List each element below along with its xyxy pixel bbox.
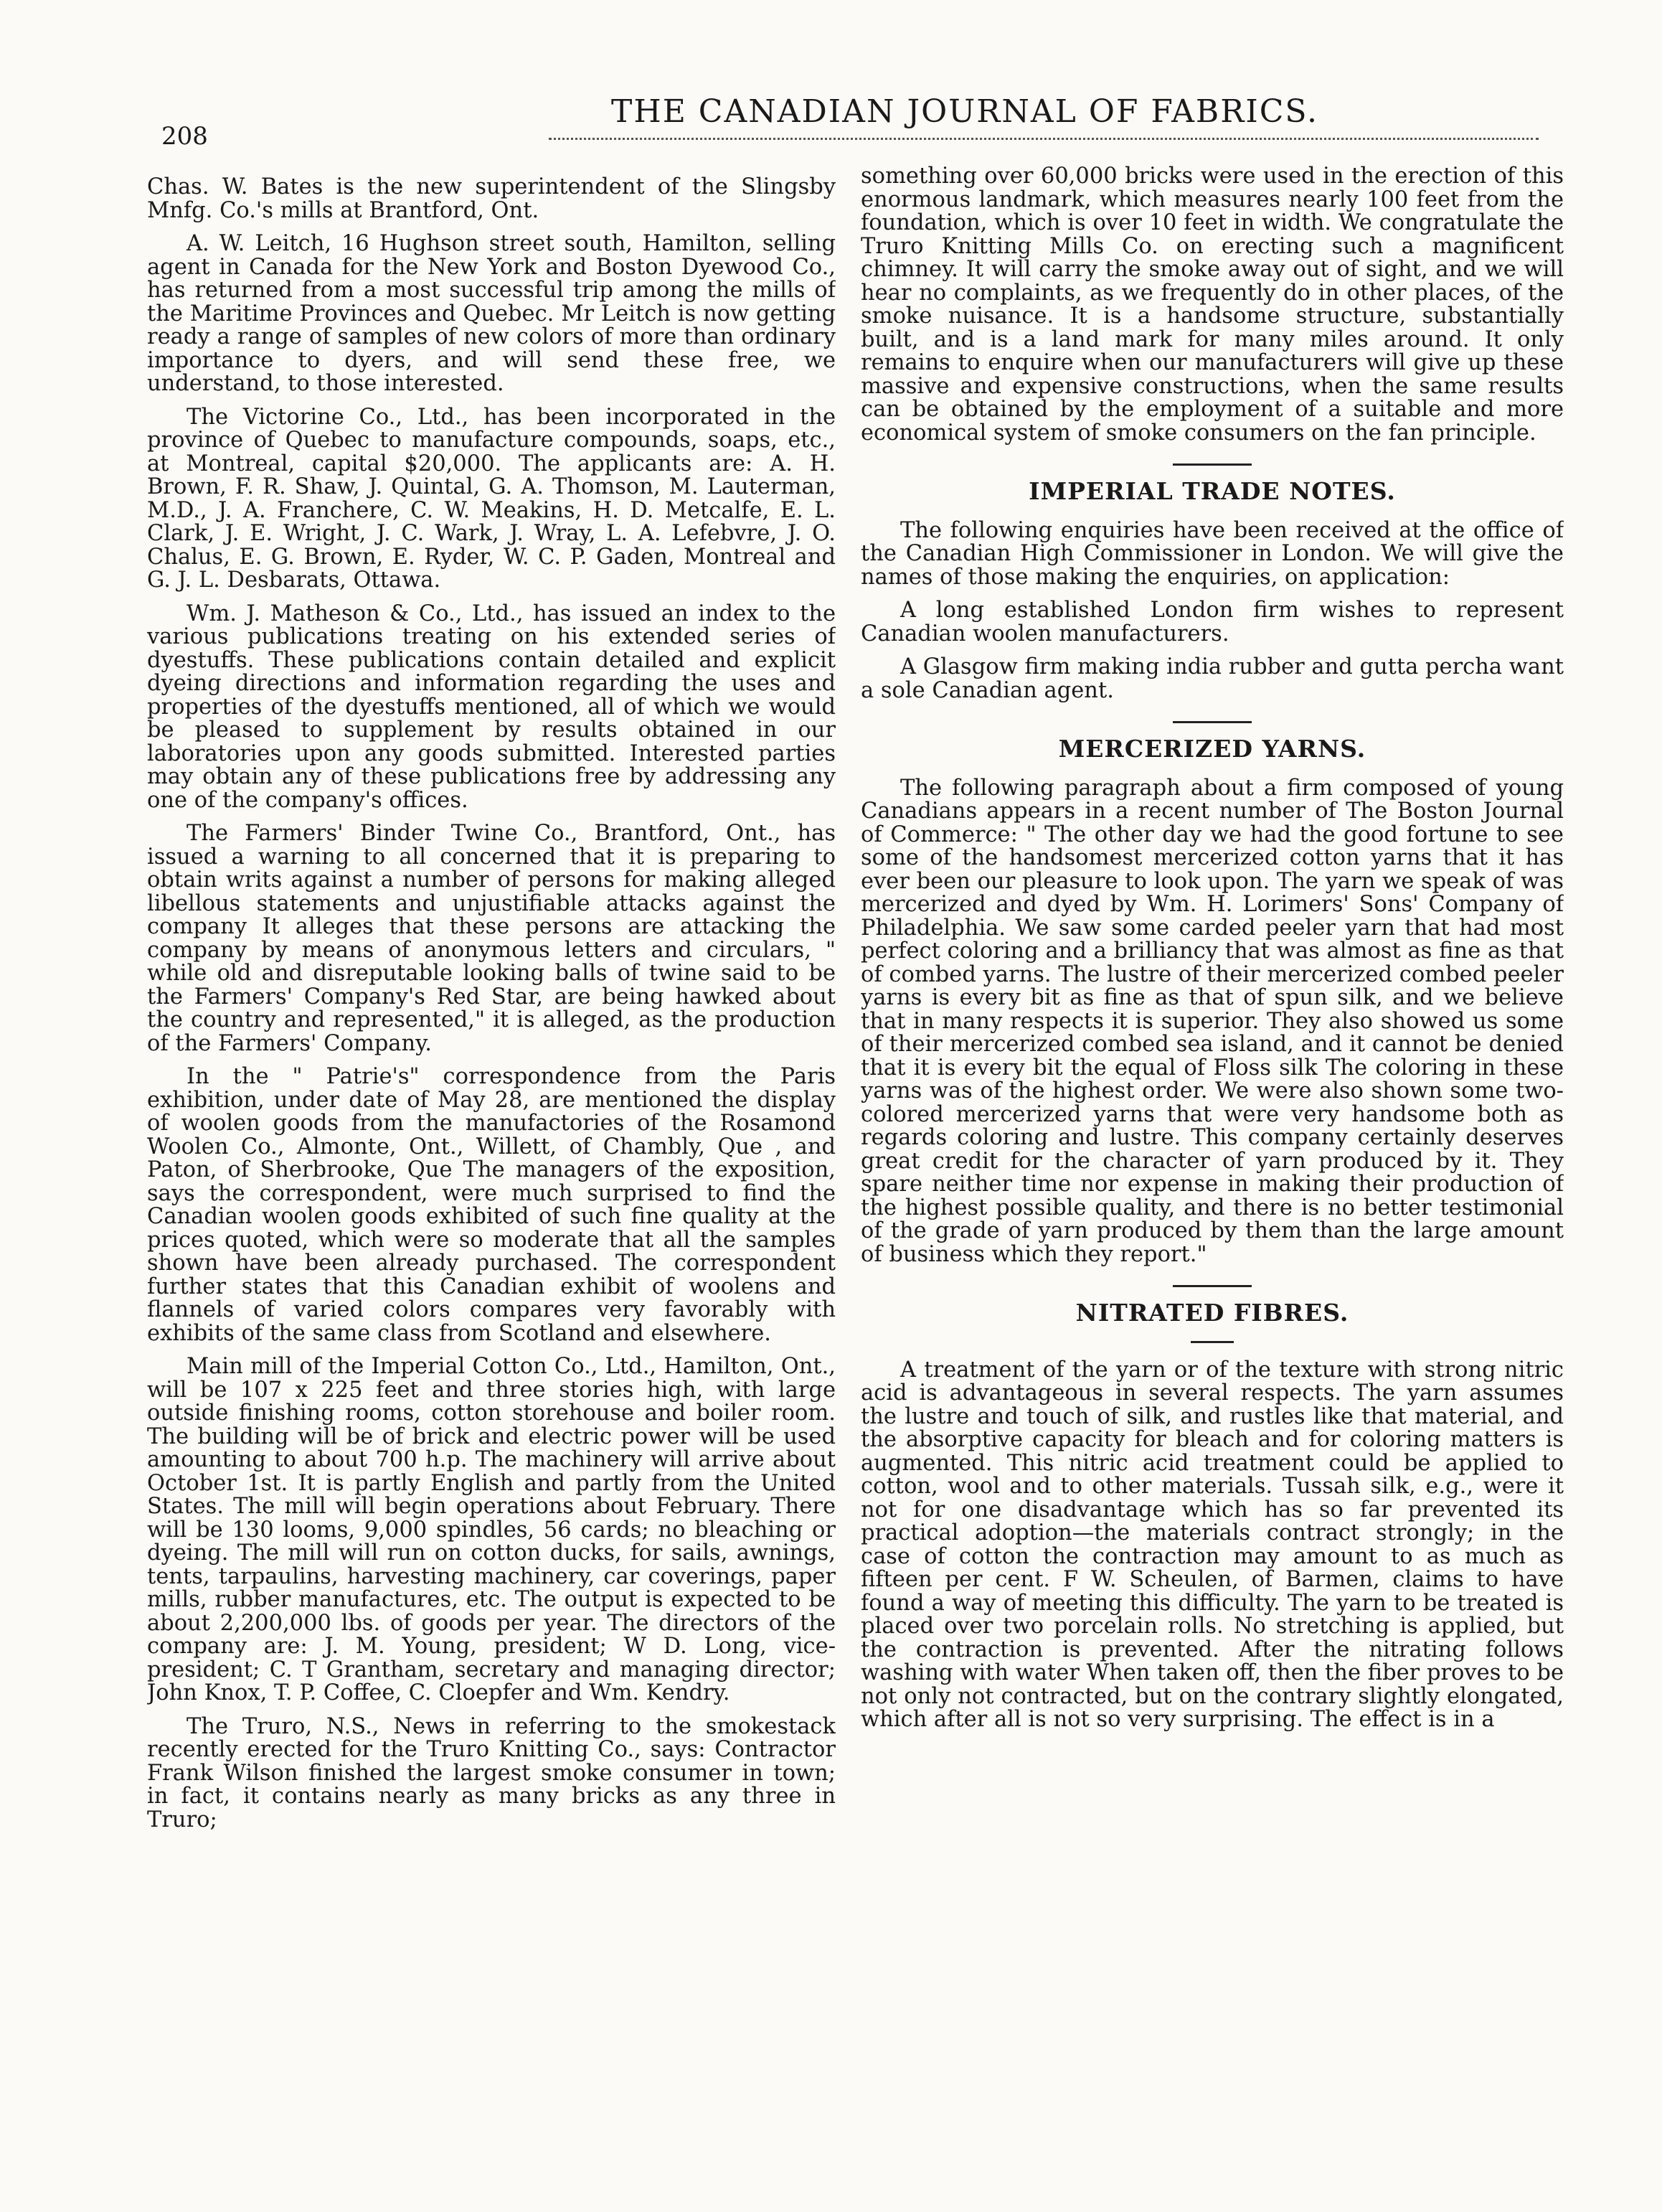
- paragraph: A. W. Leitch, 16 Hughson street south, Hamilton, selling agent in Canada for the New York and Boston Dyewood Co., has returned from a most successful trip among the mills of the Maritime Provinces and Quebec. Mr Leitch is now getting ready a range of samples of new colors of more than ordinary importance to dyers, and will send these free, we understand, to those interested.: [147, 231, 836, 396]
- paragraph: A long established London firm wishes to represent Canadian woolen manufacturers.: [861, 598, 1564, 646]
- page-header: [147, 93, 1567, 151]
- paragraph: The Truro, N.S., News in referring to the smokestack recently erected for the Truro Knitting Co., says: Contractor Frank Wilson finished the largest smoke consumer in town; in fact, it contains nearly as many bricks as any three in Truro;: [147, 1713, 836, 1832]
- paragraph: Main mill of the Imperial Cotton Co., Ltd., Hamilton, Ont., will be 107 x 225 feet and three stories high, with large outside finishing rooms, cotton storehouse and boiler room. The building will be of brick and electric power will be used amounting to about 700 h.p. The machinery will arrive about October 1st. It is partly English and partly from the United States. The mill will begin operations about February. There will be 130 looms, 9,000 spindles, 56 cards; no bleaching or dyeing. The mill will run on cotton ducks, for sails, awnings, tents, tarpaulins, harvesting machinery, car coverings, paper mills, rubber manufactures, etc. The output is expected to be about 2,200,000 lbs. of goods per year. The directors of the company are: J. M. Young, president; W D. Long, vice-president; C. T Grantham, secretary and managing director; John Knox, T. P. Coffee, C. Cloepfer and Wm. Kendry.: [147, 1354, 836, 1705]
- paragraph: Wm. J. Matheson & Co., Ltd., has issued an index to the various publications treating on his extended series of dyestuffs. These publications contain detailed and explicit dyeing directions and information regarding the uses and properties of the dyestuffs mentioned, all of which we would be pleased to supplement by results obtained in our laboratories upon any goods submitted. Interested parties may obtain any of these publications free by addressing any one of the company's offices.: [147, 601, 836, 813]
- paragraph: Chas. W. Bates is the new superintendent of the Slingsby Mnfg. Co.'s mills at Brantford, Ont.: [147, 176, 836, 223]
- section-heading-nitrated-fibres: NITRATED FIBRES.: [1075, 1299, 1349, 1327]
- section-divider: [1173, 463, 1252, 466]
- paragraph: A treatment of the yarn or of the texture with strong nitric acid is advantageous in several respects. The yarn assumes the lustre and touch of silk, and rustles like that material, and the absorptive capacity for bleach and for coloring matters is augmented. This nitric acid treatment could be applied to cotton, wool and to other materials. Tussah silk, e.g., were it not for one disadvantage which has so far prevented its practical adoption—the materials contract strongly; in the case of cotton the contraction may amount to as much as fifteen per cent. F W. Scheulen, of Barmen, claims to have found a way of meeting this difficulty. The yarn to be treated is placed over two porcelain rolls. No stretching is applied, but the contraction is prevented. After the nitrating follows washing with water When taken off, then the fiber proves to be not only not contracted, but on the contrary slightly elongated, which after all is not so very surprising. The effect is in a: [861, 1357, 1564, 1732]
- paragraph: In the " Patrie's" correspondence from the Paris exhibition, under date of May 28, are mentioned the display of woolen goods from the manufactories of the Rosamond Woolen Co., Almonte, Ont., Willett, of Chambly, Que , and Paton, of Sherbrooke, Que The managers of the exposition, says the correspondent, were much surprised to find the Canadian woolen goods exhibited of such fine quality at the prices quoted, which were so moderate that all the samples shown have been already purchased. The correspondent further states that this Canadian exhibit of woolens and flannels of varied colors compares very favorably with exhibits of the same class from Scotland and elsewhere.: [147, 1064, 836, 1346]
- page-number: 208: [161, 122, 208, 151]
- section-divider: [1173, 721, 1252, 723]
- paragraph: The Victorine Co., Ltd., has been incorporated in the province of Quebec to manufacture compounds, soaps, etc., at Montreal, capital $20,000. The applicants are: A. H. Brown, F. R. Shaw, J. Quintal, G. A. Thomson, M. Lauterman, M.D., J. A. Franchere, C. W. Meakins, H. D. Metcalfe, E. L. Clark, J. E. Wright, J. C. Wark, J. Wray, L. A. Lefebvre, J. O. Chalus, E. G. Brown, E. Ryder, W. C. P. Gaden, Montreal and G. J. L. Desbarats, Ottawa.: [147, 404, 836, 593]
- section-heading-imperial-trade-notes: IMPERIAL TRADE NOTES.: [1029, 477, 1396, 505]
- paragraph: The Farmers' Binder Twine Co., Brantford, Ont., has issued a warning to all concerned that it is preparing to obtain writs against a number of persons for making alleged libellous statements and unjustifiable attacks against the company It alleges that these persons are attacking the company by means of anonymous letters and circulars, " while old and disreputable looking balls of twine said to be the Farmers' Company's Red Star, are being hawked about the country and represented," it is alleged, as the production of the Farmers' Company.: [147, 821, 836, 1056]
- paragraph: A Glasgow firm making india rubber and gutta percha want a sole Canadian agent.: [861, 654, 1564, 703]
- left-column: [147, 176, 836, 2149]
- section-heading-mercerized-yarns: MERCERIZED YARNS.: [1058, 735, 1366, 763]
- header-rule: [549, 138, 1539, 140]
- right-column: [861, 165, 1564, 2138]
- paragraph: The following enquiries have been received at the office of the Canadian High Commissioner in London. We will give the names of those making the enquiries, on application:: [861, 517, 1564, 590]
- journal-title: THE CANADIAN JOURNAL OF FABRICS.: [610, 93, 1318, 130]
- heading-underline: [1191, 1341, 1234, 1343]
- paragraph: The following paragraph about a firm composed of young Canadians appears in a recent number of The Boston Journal of Commerce: " The other day we had the good fortune to see some of the handsomest mercerized cotton yarns that it has ever been our pleasure to look upon. The yarn we speak of was mercerized and dyed by Wm. H. Lorimers' Sons' Company of Philadelphia. We saw some carded peeler yarn that had most perfect coloring and a brilliancy that was almost as fine as that of combed yarns. The lustre of their mercerized combed peeler yarns is every bit as fine as that of spun silk, and we believe that in many respects it is superior. They also showed us some of their mercerized combed sea island, and it cannot be denied that it is every bit the equal of Floss silk The coloring in these yarns was of the highest order. We were also shown some two-colored mercerized yarns that were very handsome both as regards coloring and lustre. This company certainly deserves great credit for the character of yarn produced by it. They spare neither time nor expense in making their production of the highest possible quality, and there is no better testimonial of the grade of yarn produced by them than the large amount of business which they report.": [861, 775, 1564, 1267]
- section-divider: [1173, 1285, 1252, 1287]
- paragraph: something over 60,000 bricks were used in the erection of this enormous landmark, which measures nearly 100 feet from the foundation, which is over 10 feet in width. We congratulate the Truro Knitting Mills Co. on erecting such a magnificent chimney. It will carry the smoke away out of sight, and we will hear no complaints, as we frequently do in other places, of the smoke nuisance. It is a handsome structure, substantially built, and is a land mark for many miles around. It only remains to enquire when our manufacturers will give up these massive and expensive constructions, when the same results can be obtained by the employment of a suitable and more economical system of smoke consumers on the fan principle.: [861, 165, 1564, 446]
